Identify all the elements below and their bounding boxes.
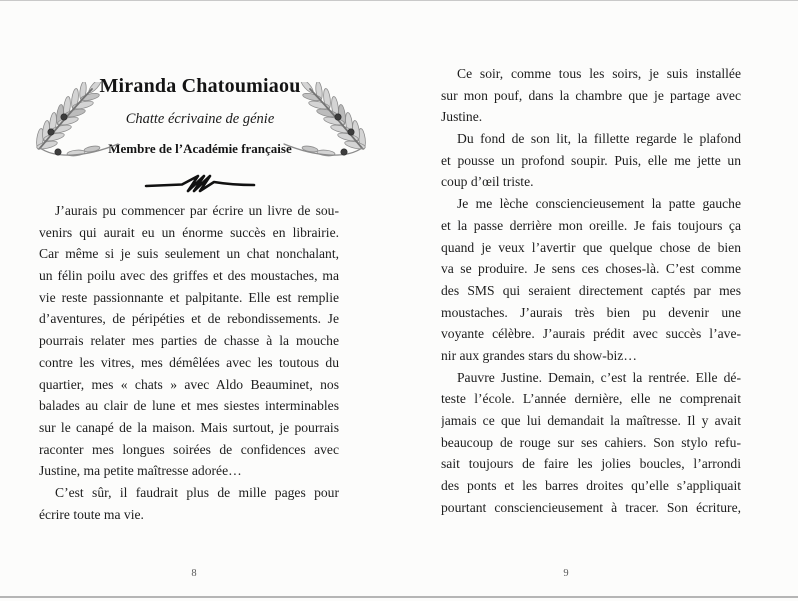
text-line: nir aux grandes stars du show-biz…: [441, 347, 637, 363]
paragraph: [441, 367, 741, 519]
text-line: voyante célèbre. J’aurais prédit avec succès l’ave-: [441, 326, 741, 342]
text-line: et la passe derrière mon oreille. Je fais toujours ça: [441, 217, 741, 233]
text-line: Justine, ma petite maîtresse adorée…: [39, 463, 242, 479]
olive-branch-icon: [282, 82, 374, 174]
page-left-body: [39, 200, 339, 525]
text-line: Je me lèche consciencieusement la patte gauche: [457, 196, 741, 212]
text-line: coup d’œil triste.: [441, 174, 534, 190]
paragraph: [441, 193, 741, 367]
text-line: pourtant consciencieusement à tracer. Son écriture,: [441, 499, 741, 515]
text-line: des ponts et les barres droites qu’elle s’appliquait: [441, 478, 741, 494]
text-line: quartier, mes « chats » avec Aldo Beauminet, nos: [39, 376, 339, 392]
text-line: Car même si je suis seulement un chat nonchalant,: [39, 246, 339, 262]
chapter-header: [30, 74, 370, 196]
text-line: moustaches. J’aurais très bien pu devenir une: [441, 304, 741, 320]
paragraph: [39, 200, 339, 482]
text-line: Ce soir, comme tous les soirs, je suis installée: [457, 66, 741, 81]
text-line: Pauvre Justine. Demain, c’est la rentrée. Elle dé-: [457, 369, 741, 385]
text-line: balades au clair de lune et mes siestes interminables: [39, 398, 339, 414]
author-role: Chatte écrivaine de génie: [125, 111, 275, 127]
text-line: d’aventures, de péripéties et de rebondissements. Je: [39, 311, 339, 327]
text-line: quand je veux l’avertir que quelque chose de bien: [441, 239, 741, 255]
text-line: Du fond de son lit, la fillette regarde le plafond: [457, 131, 741, 147]
text-line: raconter mes longues soirées de confidences avec: [39, 441, 339, 457]
page-number-right: 9: [563, 568, 569, 579]
author-membership: Membre de l’Académie française: [108, 141, 292, 156]
text-line: des SMS qui seraient directement captés par mes: [441, 282, 741, 298]
text-line: sur le canapé de la maison. Mais surtout, je pourrais: [39, 419, 339, 435]
text-line: jamais ce que lui demandait la maîtresse. Il y avait: [441, 413, 741, 428]
paragraph: [39, 482, 339, 525]
text-line: un félin poilu avec des griffes et des moustaches, ma: [39, 268, 339, 284]
olive-branch-icon: [28, 82, 120, 174]
text-line: beaucoup de rouge sur ses cahiers. Son stylo refu-: [441, 434, 741, 450]
author-name: Miranda Chatoumiaou: [99, 75, 301, 97]
text-line: venirs qui aurait eu un énorme succès en librairie.: [39, 224, 339, 240]
text-line: et pousse un profond soupir. Puis, elle me jette un: [441, 152, 741, 168]
text-line: contre les vitres, mes démêlées avec les toutous du: [39, 354, 339, 370]
text-line: pourrais relater mes parties de chasse à la mouche: [39, 333, 339, 349]
text-line: C’est sûr, il faudrait plus de mille pages pour: [55, 484, 339, 500]
page-right[interactable]: [399, 0, 798, 601]
text-line: écrire toute ma vie.: [39, 506, 144, 522]
text-line: sait toujours de faire les jolies boucles, l’arrondi: [441, 456, 741, 472]
text-line: teste l’école. L’année dernière, elle ne comprenait: [441, 391, 741, 407]
page-number-left: 8: [191, 568, 197, 579]
section-divider-icon: [142, 172, 258, 196]
text-line: J’aurais pu commencer par écrire un livre de sou-: [55, 203, 339, 218]
page-right-body: [441, 63, 741, 518]
text-line: va se produire. Je sens ces choses-là. C’est comme: [441, 261, 741, 277]
page-bottom-edge: [0, 596, 798, 598]
paragraph: [441, 128, 741, 193]
text-line: sur mon pouf, dans la chambre que je partage avec: [441, 87, 741, 103]
paragraph: [441, 63, 741, 128]
text-line: vie reste passionnante et palpitante. Elle est remplie: [39, 289, 339, 305]
text-line: Justine.: [441, 109, 483, 125]
